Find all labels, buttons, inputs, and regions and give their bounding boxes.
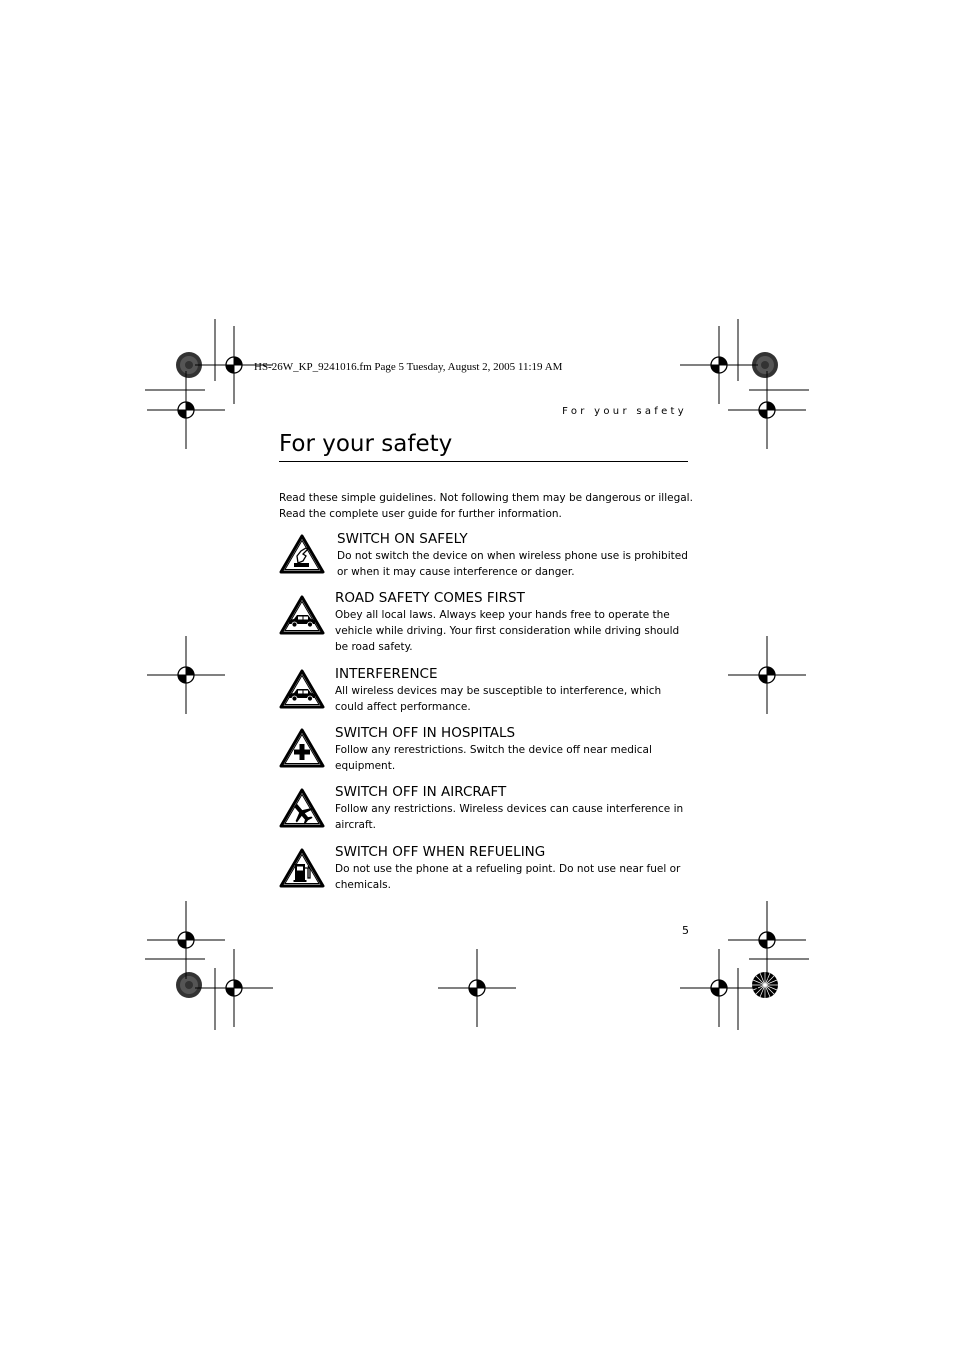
safety-heading: SWITCH OFF IN HOSPITALS [335,725,516,741]
running-header: For your safety [562,406,687,417]
safety-body: Follow any restrictions. Wireless devices can cause interference in aircraft. [335,803,684,831]
car-warning-icon [279,595,325,635]
safety-heading: SWITCH ON SAFELY [337,531,468,547]
safety-heading: SWITCH OFF IN AIRCRAFT [335,784,507,800]
safety-body: Obey all local laws. Always keep your hands free to operate the vehicle while driving. Your first consideration while driving should be road safety. [335,609,680,653]
page-title: For your safety [279,430,688,462]
car-warning-icon [279,669,325,709]
page-number: 5 [682,924,689,937]
safety-body: Follow any rerestrictions. Switch the device off near medical equipment. [335,744,652,772]
airplane-warning-icon [279,788,325,828]
safety-body: All wireless devices may be susceptible to interference, which could affect performance. [335,685,662,713]
safety-heading: SWITCH OFF WHEN REFUELING [335,844,546,860]
medical-cross-warning-icon [279,728,325,768]
fuel-pump-warning-icon [279,848,325,888]
hand-on-phone-warning-icon [279,534,325,574]
intro-line-1: Read these simple guidelines. Not following them may be dangerous or illegal. [279,492,693,504]
safety-body: Do not switch the device on when wireless phone use is prohibited or when it may cause interference or danger. [337,550,688,578]
print-slug: HS-26W_KP_9241016.fm Page 5 Tuesday, August 2, 2005 11:19 AM [254,361,563,373]
intro-paragraph [279,490,693,522]
intro-line-2: Read the complete user guide for further information. [279,508,562,520]
safety-heading: INTERFERENCE [335,666,438,682]
safety-body: Do not use the phone at a refueling point. Do not use near fuel or chemicals. [335,863,681,891]
safety-heading: ROAD SAFETY COMES FIRST [335,590,525,606]
